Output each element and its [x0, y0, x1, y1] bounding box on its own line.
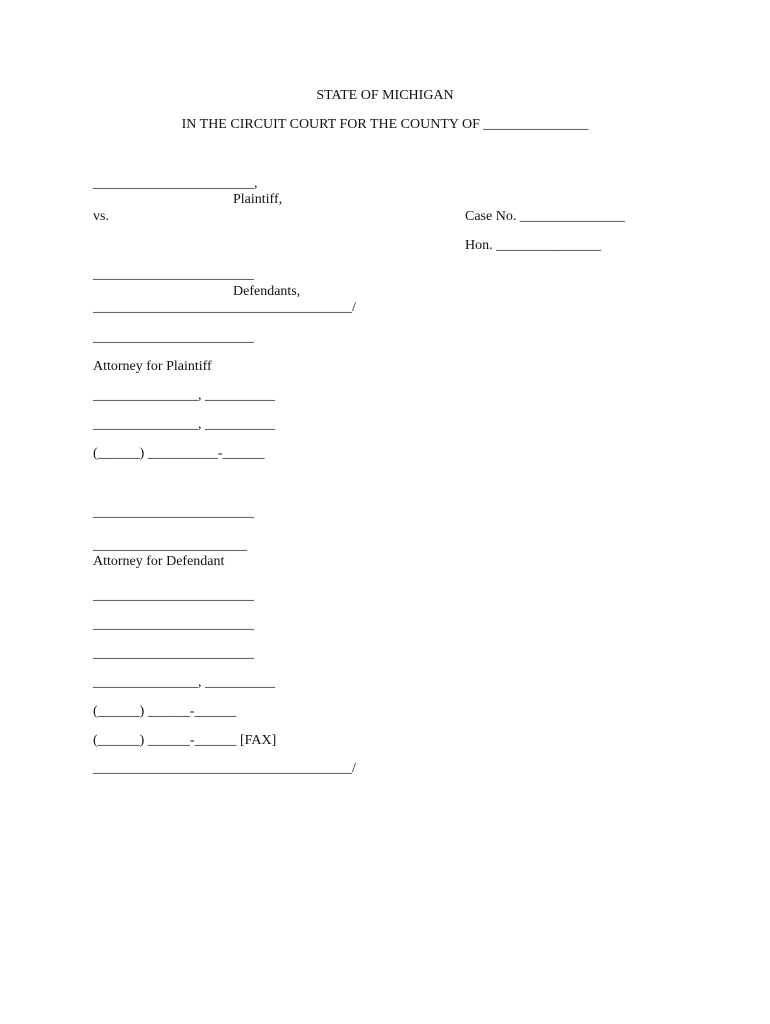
defendant-name-blank: _______________________	[93, 267, 254, 282]
plaintiff-attorney-phone: (______) __________-______	[93, 446, 265, 461]
case-number-field: Case No. _______________	[465, 209, 625, 224]
judge-field: Hon. _______________	[465, 238, 602, 253]
defendant-attorney-firm-line: ______________________	[93, 538, 247, 553]
plaintiff-label: Plaintiff,	[233, 192, 283, 207]
defendant-attorney-closing-line: _____________________________________/	[93, 761, 356, 776]
state-heading: STATE OF MICHIGAN	[316, 88, 454, 103]
court-heading: IN THE CIRCUIT COURT FOR THE COUNTY OF _______________	[181, 117, 589, 132]
versus-label: vs.	[93, 209, 109, 224]
defendant-attorney-address-line-1: _______________________	[93, 588, 254, 603]
defendants-label: Defendants,	[233, 284, 301, 299]
defendant-attorney-address-line-3: _______________________	[93, 646, 254, 661]
plaintiff-name-blank: _______________________,	[93, 176, 258, 191]
defendant-attorney-name-line: _______________________	[93, 505, 254, 520]
plaintiff-attorney-address-line-2: _______________, __________	[93, 417, 275, 432]
defendant-attorney-fax: (______) ______-______ [FAX]	[93, 733, 277, 748]
defendant-attorney-title: Attorney for Defendant	[93, 554, 225, 569]
defendant-attorney-address-line-2: _______________________	[93, 617, 254, 632]
plaintiff-attorney-title: Attorney for Plaintiff	[93, 359, 212, 374]
defendant-attorney-city-line: _______________, __________	[93, 675, 275, 690]
plaintiff-attorney-name-line: _______________________	[93, 330, 254, 345]
caption-closing-line: _____________________________________/	[93, 300, 356, 315]
plaintiff-attorney-address-line-1: _______________, __________	[93, 388, 275, 403]
defendant-attorney-phone: (______) ______-______	[93, 704, 237, 719]
